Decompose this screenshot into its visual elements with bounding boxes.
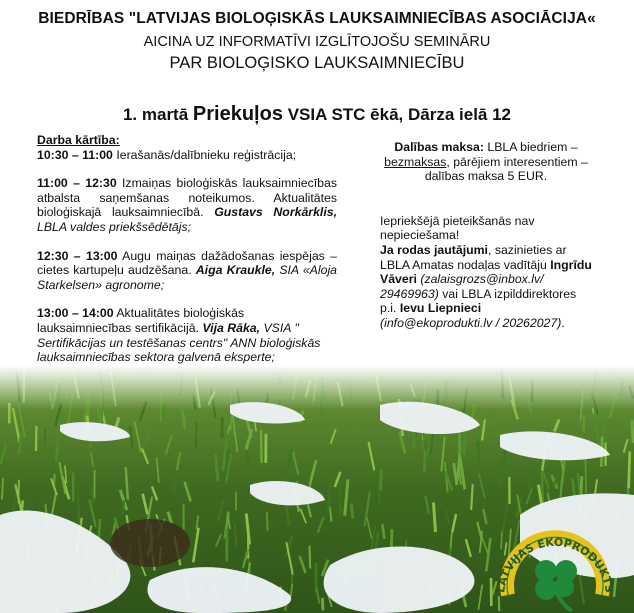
grass-snow-photo xyxy=(0,365,634,613)
questions-label: Ja rodas jautājumi xyxy=(380,242,488,257)
agenda-text: Izmaiņas bioloģiskās lauksaimniecības atbalsta saņemšanas noteikumos. Aktualitātes bioloģiskajā lauksaimniecībā. xyxy=(37,176,337,220)
agenda-time: 11:00 – 12:30 xyxy=(37,176,117,191)
agenda-time: 13:00 – 14:00 xyxy=(37,306,114,321)
fee-free: bezmaksas xyxy=(384,154,447,169)
agenda-item-4 xyxy=(37,306,337,364)
contact-person-2: Ievu Liepnieci xyxy=(399,301,482,316)
agenda-time: 12:30 – 13:00 xyxy=(37,248,118,263)
agenda-item-3 xyxy=(37,249,337,293)
contact-person-1-details[interactable]: (zalaisgrozs@inbox.lv/ 29469963) xyxy=(380,272,544,301)
agenda-speaker: Vija Rāka, xyxy=(202,320,261,335)
invitation-line: AICINA UZ INFORMATĪVI IZGLĪTOJOŠU SEMINĀRU xyxy=(143,34,491,50)
contact-info xyxy=(380,243,592,331)
agenda-item-2 xyxy=(37,176,337,234)
agenda-text: Ierašanās/dalībnieku reģistrācija; xyxy=(116,147,297,162)
agenda-speaker-role: LBLA valdes priekšsēdētājs; xyxy=(37,219,192,234)
agenda-speaker-role: VSIA " Sertifikācijas un testēšanas centrs" ANN bioloģiskās lauksaimniecības sektora galvenā eksperte; xyxy=(37,320,321,365)
agenda-speaker: Aiga Kraukle, xyxy=(195,263,276,278)
fee-rest: , pārējiem interesentiem – dalības maksa 5 EUR. xyxy=(424,154,588,184)
fee-label: Dalības maksa: xyxy=(394,140,484,154)
event-venue: VSIA STC ēkā, Dārza ielā 12 xyxy=(287,105,512,124)
contact-end: . xyxy=(561,315,565,330)
agenda-heading: Darba kārtība: xyxy=(37,133,120,147)
questions-text: , sazinieties ar LBLA Amatas nodaļas vadītāju xyxy=(380,242,567,272)
agenda-time: 10:30 – 11:00 xyxy=(37,147,113,162)
info-column xyxy=(380,140,592,331)
logo-text: LATVIJAS EKOPRODUKTS xyxy=(494,535,616,594)
agenda-speaker-role: SIA «Aloja Starkelsen» agronome; xyxy=(37,263,338,292)
contact-person-1: Ingrīdu Vāveri xyxy=(380,257,592,287)
fee-members: LBLA biedriem – xyxy=(487,140,578,154)
participation-fee xyxy=(380,140,592,184)
registration-note: Iepriekšējā pieteikšanās nav nepieciešama! xyxy=(380,213,535,243)
event-place: Priekuļos xyxy=(192,103,283,125)
agenda-text: Augu maiņas dažādošanas iespējas – cietes kartupeļu audzēšana. xyxy=(37,248,337,278)
contact-mid-text: vai LBLA izpilddirektores p.i. xyxy=(380,286,577,316)
agenda-item-1 xyxy=(37,148,337,163)
agenda-text: Aktualitātes bioloģiskās lauksaimniecības sertifikācijā. xyxy=(37,306,245,335)
agenda xyxy=(37,133,337,394)
event-date: 1. martā xyxy=(122,105,189,124)
organization-title: BIEDRĪBAS "LATVIJAS BIOLOĢISKĀS LAUKSAIMNIECĪBAS ASOCIĀCIJA« xyxy=(38,10,596,27)
contact-person-2-details[interactable]: (info@ekoprodukti.lv / 20262027) xyxy=(380,315,562,330)
seminar-topic: PAR BIOLOĢISKO LAUKSAIMNIECĪBU xyxy=(169,54,465,72)
date-venue-line xyxy=(0,103,634,126)
agenda-speaker: Gustavs Norkārklis, xyxy=(214,205,337,220)
